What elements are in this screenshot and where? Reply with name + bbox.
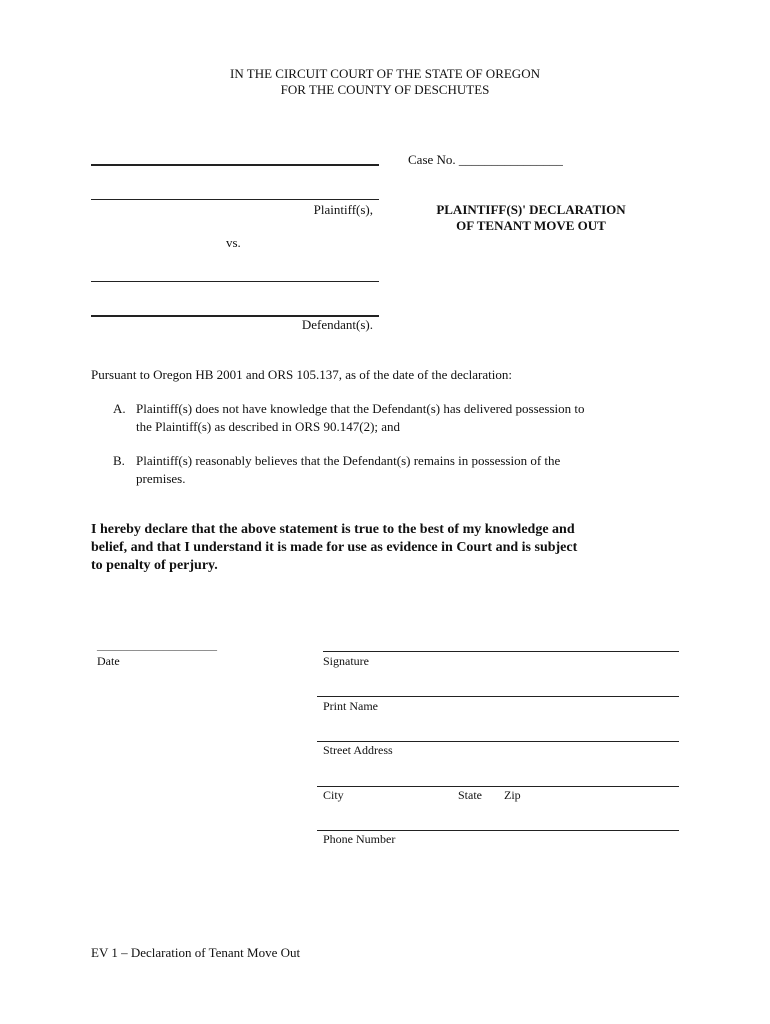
party-line-1 — [91, 164, 379, 166]
city-label: City — [323, 788, 344, 802]
phone-line — [317, 830, 679, 831]
print-name-label: Print Name — [323, 699, 378, 713]
document-title-line2: OF TENANT MOVE OUT — [456, 218, 606, 233]
declaration-line1: I hereby declare that the above statement is true to the best of my knowledge and — [91, 522, 575, 537]
form-footer-id: EV 1 – Declaration of Tenant Move Out — [91, 945, 301, 960]
document-title-line1: PLAINTIFF(S)' DECLARATION — [436, 202, 626, 217]
item-b-line1: Plaintiff(s) reasonably believes that the Defendant(s) remains in possession of the — [136, 453, 561, 468]
signature-line — [323, 651, 679, 652]
court-county-line2: FOR THE COUNTY OF DESCHUTES — [280, 82, 490, 97]
signature-label: Signature — [323, 654, 369, 668]
intro-paragraph: Pursuant to Oregon HB 2001 and ORS 105.137, as of the date of the declaration: — [91, 367, 512, 382]
case-number-field: Case No. ________________ — [408, 152, 563, 167]
phone-label: Phone Number — [323, 832, 396, 846]
item-b-marker: B. — [113, 453, 125, 468]
court-name-line1: IN THE CIRCUIT COURT OF THE STATE OF OREGON — [230, 66, 540, 81]
declaration-line2: belief, and that I understand it is made for use as evidence in Court and is subject — [91, 540, 578, 555]
item-a-line1: Plaintiff(s) does not have knowledge that the Defendant(s) has delivered possession to — [136, 401, 585, 416]
vs-label: vs. — [226, 235, 241, 250]
print-name-line — [317, 696, 679, 697]
item-a-line2: the Plaintiff(s) as described in ORS 90.147(2); and — [136, 419, 401, 434]
date-underline: ____________________ — [97, 638, 217, 652]
street-address-line — [317, 741, 679, 742]
zip-label: Zip — [504, 788, 521, 802]
party-line-2 — [91, 199, 379, 200]
defendants-label: Defendant(s). — [301, 317, 373, 332]
city-state-zip-line — [317, 786, 679, 787]
item-a-marker: A. — [113, 401, 126, 416]
item-b-line2: premises. — [136, 471, 186, 486]
plaintiffs-label: Plaintiff(s), — [313, 202, 373, 217]
street-address-label: Street Address — [323, 743, 393, 757]
state-label: State — [458, 788, 482, 802]
party-line-3 — [91, 281, 379, 282]
date-label: Date — [97, 654, 120, 668]
declaration-line3: to penalty of perjury. — [91, 558, 218, 573]
